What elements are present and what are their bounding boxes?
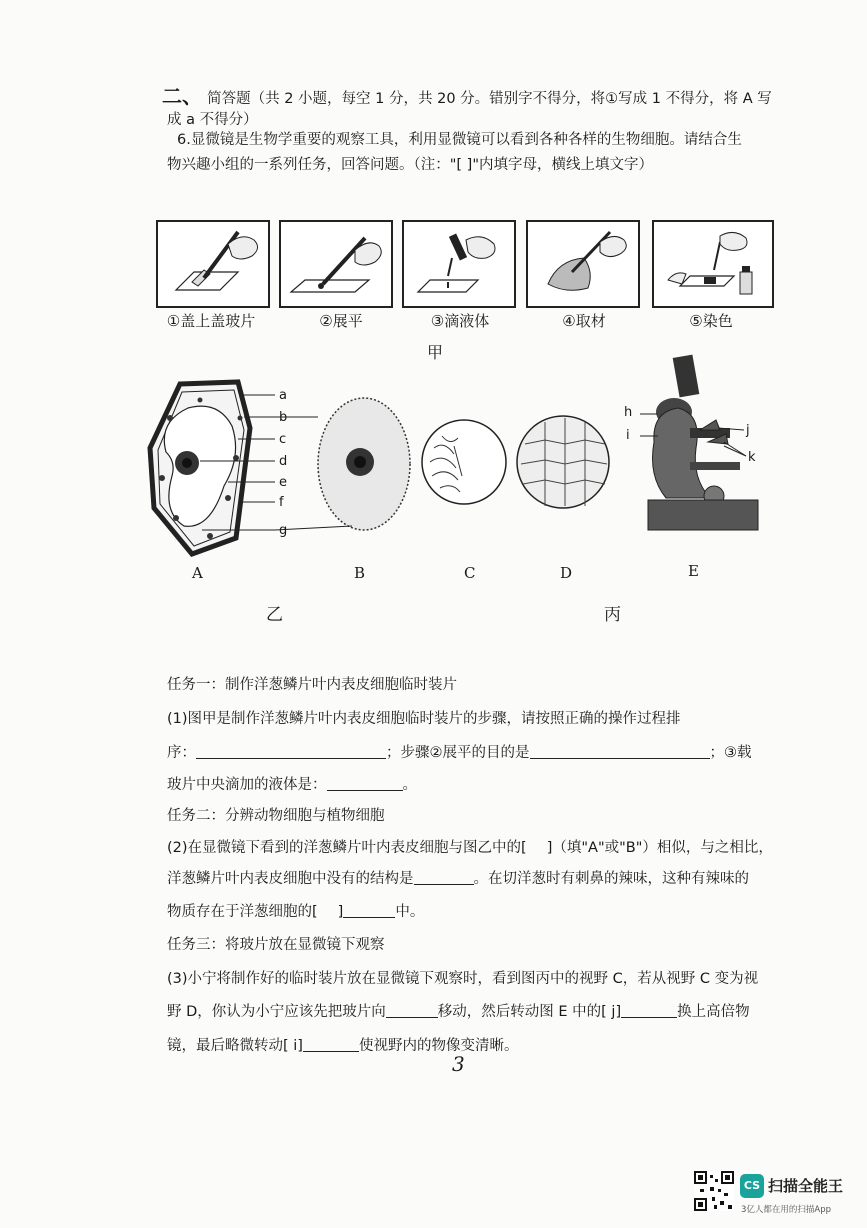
task2-q2-line2: 洋葱鳞片叶内表皮细胞中没有的结构是 。在切洋葱时有刺鼻的辣味，这种有辣味的 (167, 871, 749, 887)
camscanner-tagline: 3亿人都在用的扫描App (741, 1205, 832, 1215)
question-intro-line1: 6.显微镜是生物学重要的观察工具，利用显微镜可以看到各种各样的生物细胞。请结合生 (177, 132, 742, 148)
task1-q1-line3: 玻片中央滴加的液体是： 。 (167, 777, 417, 793)
task2-q2-line1: (2)在显微镜下看到的洋葱鳞片叶内表皮细胞与图乙中的[ ]（填"A"或"B"）相似，与之相比， (167, 840, 773, 856)
camscanner-brand: 扫描全能王 (768, 1177, 844, 1195)
figure-jia-caption: 甲 (427, 343, 444, 362)
step-caption-5: ⑤染色 (689, 312, 733, 330)
task1-q1-line2: 序： ；步骤②展平的目的是 ；③载 (167, 745, 752, 761)
step-frame-drip-liquid (402, 220, 516, 308)
figure-bing-caption: 丙 (604, 605, 621, 625)
task2-q2-line3: 物质存在于洋葱细胞的[ ] 中。 (167, 904, 425, 920)
step-caption-2: ②展平 (319, 312, 363, 330)
flatten-illustration (281, 222, 391, 306)
label-c: c (279, 432, 287, 447)
task2-title: 任务二：分辨动物细胞与植物细胞 (167, 808, 385, 824)
answer-bracket-structure-letter[interactable] (318, 904, 338, 918)
label-i: i (626, 428, 630, 443)
answer-blank-part-i[interactable] (303, 1037, 359, 1052)
step-frame-cover-slip (156, 220, 270, 308)
step-caption-3: ③滴液体 (430, 312, 490, 330)
step-frame-stain (652, 220, 774, 308)
take-material-illustration (528, 222, 638, 306)
label-f: f (279, 495, 284, 510)
task3-q3-line1: (3)小宁将制作好的临时装片放在显微镜下观察时，看到图丙中的视野 C，若从视野 C 变为视 (167, 971, 759, 987)
label-e: e (279, 475, 287, 490)
answer-blank-liquid[interactable] (327, 776, 403, 791)
task1-title: 任务一：制作洋葱鳞片叶内表皮细胞临时装片 (167, 677, 457, 693)
view-D-diagram (515, 414, 611, 510)
task3-title: 任务三：将玻片放在显微镜下观察 (167, 937, 385, 953)
cover-slip-illustration (158, 222, 268, 306)
label-g: g (279, 523, 288, 538)
answer-blank-order[interactable] (196, 744, 386, 759)
view-label-D: D (560, 564, 573, 582)
answer-blank-structure-name[interactable] (343, 903, 395, 918)
cell-label-A: A (192, 564, 203, 582)
task1-q1-line1: (1)图甲是制作洋葱鳞片叶内表皮细胞临时装片的步骤，请按照正确的操作过程排 (167, 711, 681, 727)
cell-label-B: B (354, 564, 366, 582)
qr-code-icon (694, 1171, 734, 1211)
microscope-diagram (640, 350, 770, 540)
answer-blank-part-j[interactable] (621, 1003, 677, 1018)
step-caption-4: ④取材 (562, 312, 606, 330)
answer-bracket-cell-type[interactable] (527, 840, 547, 854)
section-title-line1: 简答题（共 2 小题，每空 1 分，共 20 分。错别字不得分，将①写成 1 不得分，将 A 写 (207, 91, 772, 107)
label-j: j (746, 423, 750, 438)
step-caption-1: ①盖上盖玻片 (166, 312, 256, 330)
camscanner-logo: CS (740, 1174, 764, 1198)
answer-blank-move-direction[interactable] (386, 1003, 438, 1018)
label-d: d (279, 454, 288, 469)
task3-q3-line2: 野 D，你认为小宁应该先把玻片向 移动，然后转动图 E 中的[ j] 换上高倍物 (167, 1004, 750, 1020)
section-title-line2: 成 a 不得分） (167, 112, 258, 128)
label-a: a (279, 388, 287, 403)
microscope-label-E: E (688, 562, 699, 580)
plant-cell-diagram (140, 378, 440, 578)
view-label-C: C (464, 564, 476, 582)
question-intro-line2: 物兴趣小组的一系列任务，回答问题。（注："[ ]"内填字母，横线上填文字） (167, 157, 654, 173)
stain-illustration (654, 222, 772, 306)
answer-blank-flatten-purpose[interactable] (530, 744, 710, 759)
label-b: b (279, 410, 288, 425)
section-number: 二、 (162, 84, 202, 108)
figure-yi-caption: 乙 (266, 605, 283, 625)
section-heading (162, 80, 802, 109)
answer-blank-missing-structure[interactable] (414, 870, 474, 885)
step-frame-flatten (279, 220, 393, 308)
handwritten-page-number: 3 (452, 1052, 465, 1076)
drip-liquid-illustration (404, 222, 514, 306)
view-C-diagram (420, 418, 510, 508)
label-h: h (624, 405, 633, 420)
label-k: k (748, 450, 756, 465)
step-frame-take-material (526, 220, 640, 308)
task3-q3-line3: 镜，最后略微转动[ i] 使视野内的物像变清晰。 (167, 1038, 519, 1054)
